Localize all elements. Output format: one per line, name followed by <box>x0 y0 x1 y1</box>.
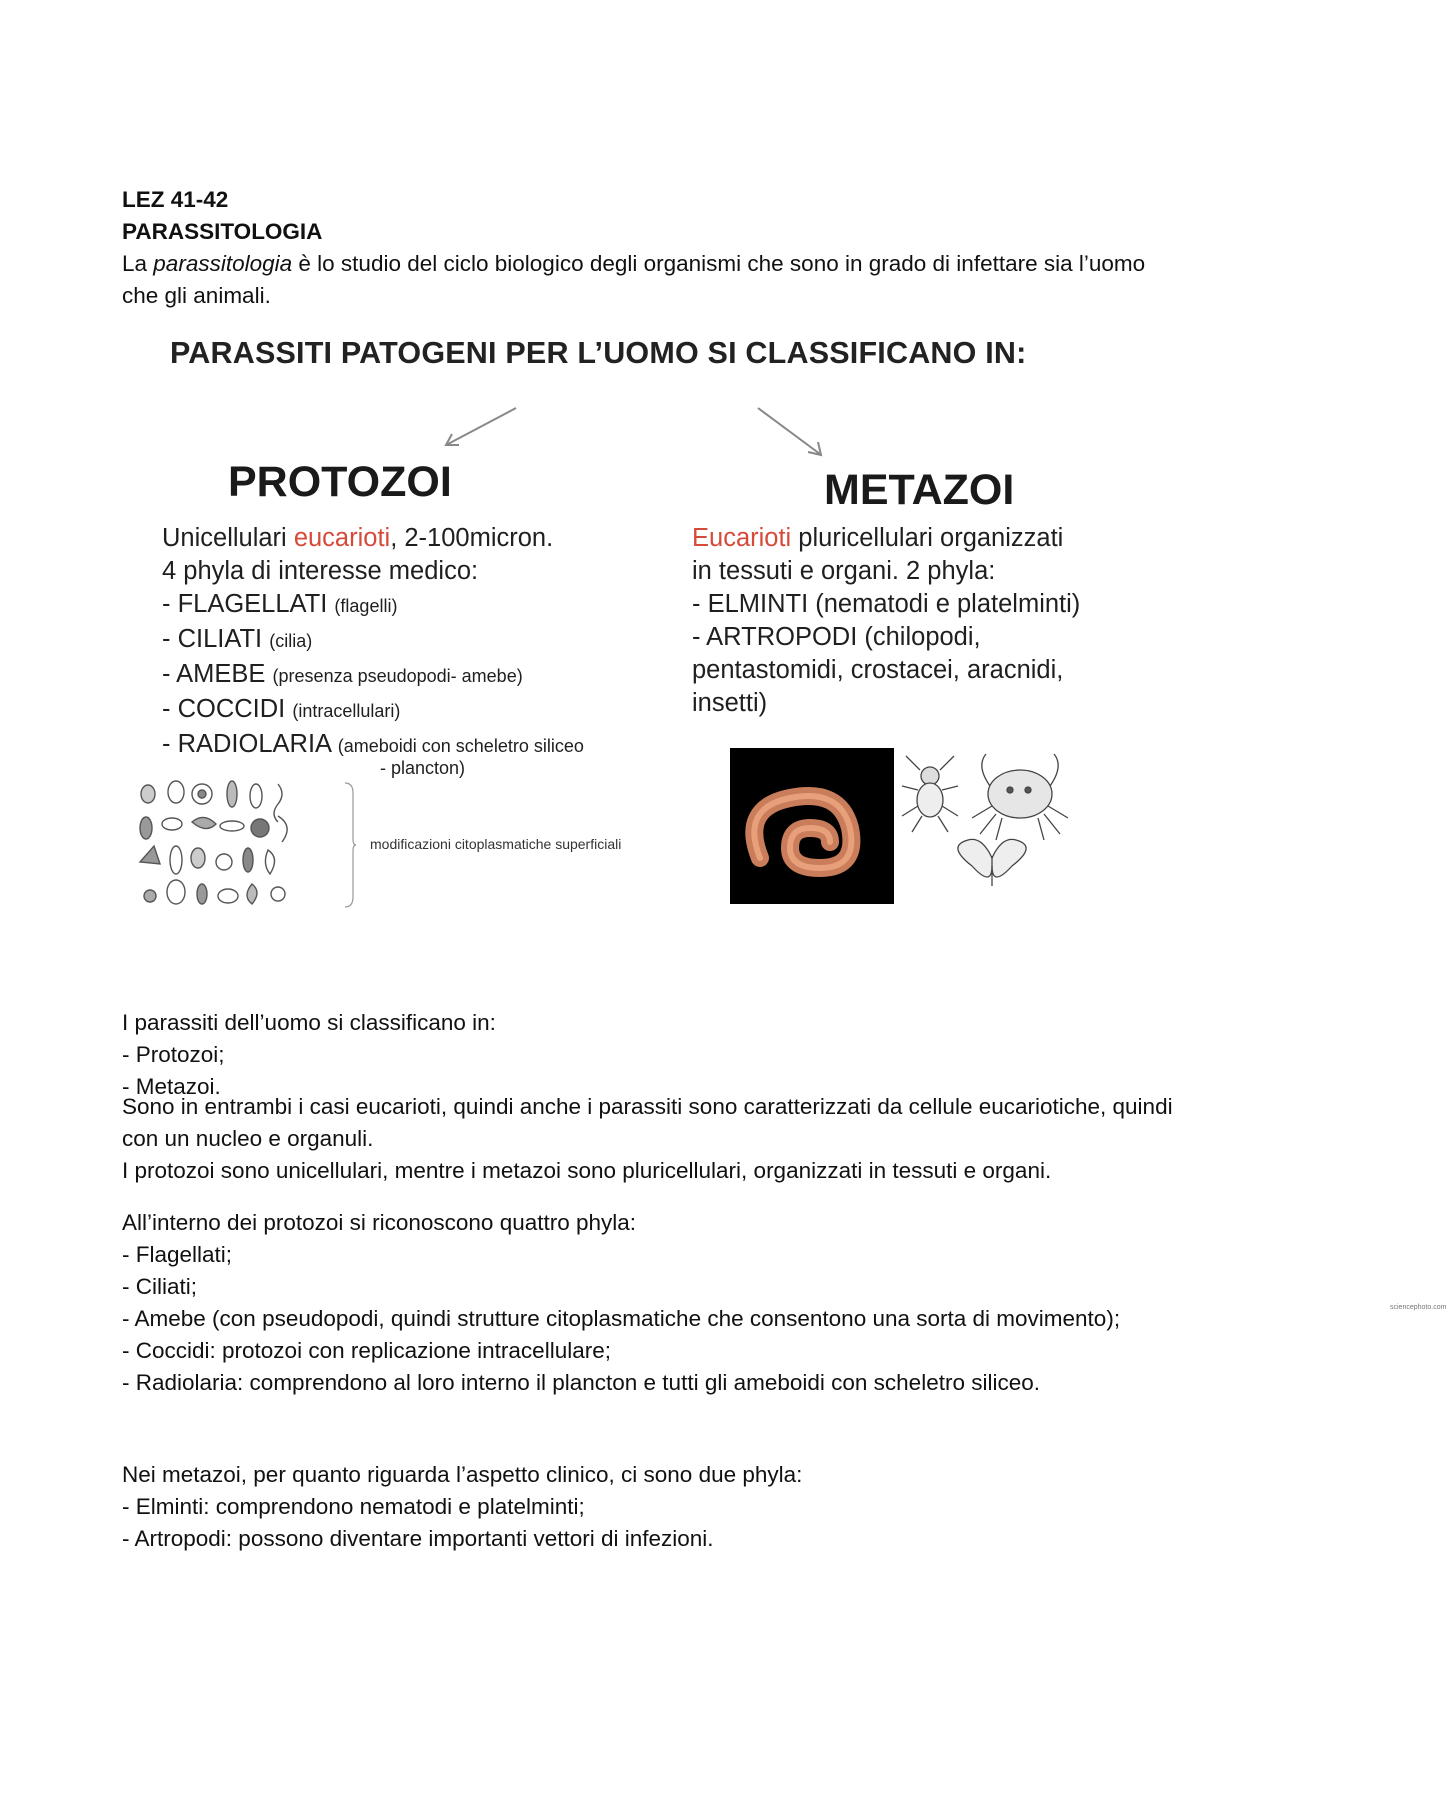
protozoi-item-note: (cilia) <box>269 631 313 651</box>
paragraph-line: - Protozoi; <box>122 1042 225 1067</box>
worm-photo <box>730 748 1446 1311</box>
protozoi-item-note: (flagelli) <box>334 596 398 616</box>
protozoi-item-label: - AMEBE <box>162 660 266 688</box>
protozoi-line1 <box>162 522 682 555</box>
protozoi-description <box>162 522 682 779</box>
paragraph-eukaryotes <box>122 1091 1182 1187</box>
photo-credit: sciencephoto.com <box>1390 1304 1446 1311</box>
protozoi-item-label: - COCCIDI <box>162 695 286 723</box>
protozoi-heading: PROTOZOI <box>228 458 452 506</box>
paragraph-line: - Amebe (con pseudopodi, quindi strutture citoplasmatiche che consentono una sorta di movimento); <box>122 1306 1121 1331</box>
paragraph-line: - Flagellati; <box>122 1242 233 1267</box>
protozoi-item-label: - FLAGELLATI <box>162 590 328 618</box>
bracket-label: modificazioni citoplasmatiche superficiali <box>370 836 622 852</box>
protozoi-item <box>162 693 682 728</box>
paragraph-line: - Metazoi. <box>122 1074 221 1099</box>
metazoi-line2: in tessuti e organi. 2 phyla: <box>692 557 996 585</box>
paragraph-line: Sono in entrambi i casi eucarioti, quindi anche i parassiti sono caratterizzati da cellule eucariotiche, quindi con un nucleo e organuli. <box>122 1094 1173 1151</box>
bracket-graphic <box>344 782 356 908</box>
intro-term: parassitologia <box>153 251 293 276</box>
metazoi-heading: METAZOI <box>824 466 1015 514</box>
protozoi-item-label: - CILIATI <box>162 625 263 653</box>
paragraph-classification <box>122 1007 1182 1103</box>
metazoi-line1-suffix: pluricellulari organizzati <box>791 524 1064 552</box>
paragraph-line: - Artropodi: possono diventare importanti vettori di infezioni. <box>122 1526 714 1551</box>
paragraph-line: - Ciliati; <box>122 1274 198 1299</box>
arrow-right <box>758 408 820 454</box>
metazoi-line1 <box>692 522 1142 555</box>
paragraph-line: - Elminti: comprendono nematodi e platelminti; <box>122 1494 585 1519</box>
protozoi-item <box>162 658 682 693</box>
paragraph-line: - Radiolaria: comprendono al loro interno il plancton e tutti gli ameboidi con scheletro siliceo. <box>122 1370 1040 1395</box>
paragraph-line: I parassiti dell’uomo si classificano in: <box>122 1010 496 1035</box>
intro-prefix: La <box>122 251 148 276</box>
paragraph-line: Nei metazoi, per quanto riguarda l’aspetto clinico, ci sono due phyla: <box>122 1462 803 1487</box>
lesson-label: LEZ 41-42 <box>122 187 229 212</box>
protozoa-illustration <box>128 776 338 912</box>
protozoi-note-continued: - plancton) <box>380 758 466 778</box>
protozoi-line2: 4 phyla di interesse medico: <box>162 557 479 585</box>
metazoi-line3: - ELMINTI (nematodi e platelminti) <box>692 590 1081 618</box>
metazoi-line5: pentastomidi, crostacei, aracnidi, <box>692 656 1064 684</box>
paragraph-line: - Coccidi: protozoi con replicazione intracellulare; <box>122 1338 611 1363</box>
metazoi-line4: - ARTROPODI (chilopodi, <box>692 623 981 651</box>
paragraph-metazoa-phyla <box>122 1459 1182 1555</box>
figure-title: PARASSITI PATOGENI PER L’UOMO SI CLASSIFICANO IN: <box>170 336 1027 370</box>
protozoi-line1-prefix: Unicellulari <box>162 524 287 552</box>
paragraph-protozoa-phyla <box>122 1207 1182 1399</box>
intro-suffix: è lo studio del ciclo biologico degli organismi che sono in grado di infettare sia l’uomo che gli animali. <box>122 251 1146 308</box>
worm-drawing <box>730 748 894 904</box>
arthropods-illustration <box>902 746 1076 906</box>
metazoi-line1-red: Eucarioti <box>692 524 792 552</box>
protozoi-item <box>162 588 682 623</box>
intro-paragraph <box>122 248 1182 312</box>
protozoi-item-note: (presenza pseudopodi- amebe) <box>272 666 523 686</box>
protozoi-item-note: (intracellulari) <box>292 701 401 721</box>
metazoi-description <box>692 522 1142 720</box>
protozoi-item-label: - RADIOLARIA <box>162 730 331 758</box>
metazoi-line6: insetti) <box>692 689 768 717</box>
protozoi-item-note: (ameboidi con scheletro siliceo <box>337 736 584 756</box>
paragraph-line: I protozoi sono unicellulari, mentre i metazoi sono pluricellulari, organizzati in tessuti e organi. <box>122 1158 1052 1183</box>
protozoi-line1-suffix: , 2-100micron. <box>390 524 554 552</box>
document-header <box>122 184 1182 312</box>
arrow-left <box>448 408 516 444</box>
protozoi-item <box>162 623 682 658</box>
protozoi-line1-red: eucarioti <box>293 524 391 552</box>
page-title: PARASSITOLOGIA <box>122 219 323 244</box>
paragraph-line: All’interno dei protozoi si riconoscono quattro phyla: <box>122 1210 637 1235</box>
